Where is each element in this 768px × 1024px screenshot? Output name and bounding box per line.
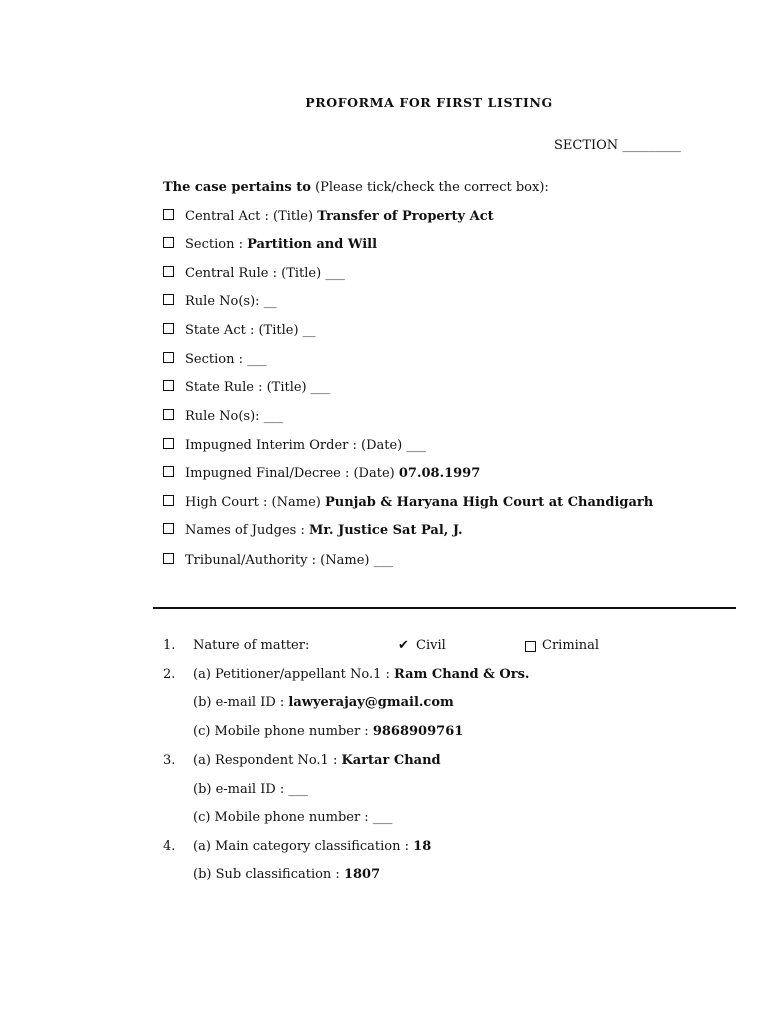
checklist-item[interactable] bbox=[163, 322, 316, 340]
petitioner-mobile-value: 9868909761 bbox=[372, 724, 464, 739]
checkbox[interactable] bbox=[163, 438, 174, 449]
section-field: SECTION _________ bbox=[554, 138, 681, 153]
checklist-label: Impugned Interim Order : (Date) ___ bbox=[185, 438, 426, 453]
checklist-label: Central Act : (Title) bbox=[185, 209, 318, 224]
main-category-row bbox=[0, 838, 768, 856]
checkbox[interactable] bbox=[163, 352, 174, 363]
page-title: PROFORMA FOR FIRST LISTING bbox=[305, 95, 553, 110]
checkbox[interactable] bbox=[163, 409, 174, 420]
intro-bold: The case pertains to bbox=[163, 180, 311, 195]
main-category-label: (a) Main category classification : bbox=[193, 839, 414, 854]
checklist-value: Partition and Will bbox=[247, 237, 378, 252]
petitioner-label: (a) Petitioner/appellant No.1 : bbox=[193, 667, 395, 682]
petitioner-value: Ram Chand & Ors. bbox=[394, 667, 530, 682]
checklist-label: Section : bbox=[185, 237, 248, 252]
checklist-label: Tribunal/Authority : (Name) ___ bbox=[185, 553, 394, 568]
petitioner-mobile-row bbox=[0, 723, 768, 741]
respondent-row bbox=[0, 752, 768, 770]
checklist-item[interactable] bbox=[163, 522, 463, 540]
checkbox[interactable] bbox=[163, 553, 174, 564]
checklist-label: Rule No(s): __ bbox=[185, 294, 277, 309]
checklist-item[interactable] bbox=[163, 293, 277, 311]
checklist-item[interactable] bbox=[163, 351, 267, 369]
checkbox[interactable] bbox=[163, 466, 174, 477]
checklist-label: State Rule : (Title) ___ bbox=[185, 380, 331, 395]
checklist-label: High Court : (Name) bbox=[185, 495, 325, 510]
checkbox[interactable] bbox=[163, 209, 174, 220]
checkbox[interactable] bbox=[163, 294, 174, 305]
checkbox[interactable] bbox=[163, 237, 174, 248]
checklist-label: Rule No(s): ___ bbox=[185, 409, 284, 424]
item-number: 2. bbox=[163, 667, 176, 682]
case-pertains-intro bbox=[163, 180, 549, 195]
checklist-item[interactable] bbox=[163, 552, 393, 570]
nature-of-matter-row bbox=[0, 637, 768, 655]
checklist-item[interactable] bbox=[163, 208, 494, 226]
checklist-item[interactable] bbox=[163, 494, 653, 512]
checklist-label: Section : ___ bbox=[185, 352, 267, 367]
respondent-mobile-row bbox=[0, 809, 768, 827]
checklist-item[interactable] bbox=[163, 379, 330, 397]
item-number: 3. bbox=[163, 753, 176, 768]
horizontal-divider bbox=[153, 607, 736, 609]
checklist-label: Impugned Final/Decree : (Date) bbox=[185, 466, 399, 481]
respondent-value: Kartar Chand bbox=[341, 753, 441, 768]
petitioner-email-value: lawyerajay@gmail.com bbox=[288, 695, 454, 710]
check-mark-icon[interactable]: ✔ bbox=[398, 638, 409, 653]
nature-label: Nature of matter: bbox=[193, 638, 310, 653]
sub-classification-label: (b) Sub classification : bbox=[193, 867, 344, 882]
criminal-option: Criminal bbox=[542, 638, 600, 653]
petitioner-mobile-label: (c) Mobile phone number : bbox=[193, 724, 373, 739]
respondent-email-label: (b) e-mail ID : ___ bbox=[193, 782, 308, 797]
checkbox[interactable] bbox=[163, 495, 174, 506]
sub-classification-row bbox=[0, 866, 768, 884]
item-number: 1. bbox=[163, 638, 176, 653]
checklist-value: Punjab & Haryana High Court at Chandigarh bbox=[324, 495, 654, 510]
main-category-value: 18 bbox=[413, 839, 432, 854]
checklist-value: Transfer of Property Act bbox=[317, 209, 494, 224]
petitioner-email-label: (b) e-mail ID : bbox=[193, 695, 289, 710]
checklist-value: 07.08.1997 bbox=[398, 466, 481, 481]
civil-option: Civil bbox=[416, 638, 446, 653]
checklist-value: Mr. Justice Sat Pal, J. bbox=[308, 523, 463, 538]
checklist-item[interactable] bbox=[163, 465, 480, 483]
checklist-item[interactable] bbox=[163, 236, 377, 254]
checkbox[interactable] bbox=[163, 323, 174, 334]
checklist-item[interactable] bbox=[163, 265, 345, 283]
checklist-label: Names of Judges : bbox=[185, 523, 309, 538]
petitioner-row bbox=[0, 666, 768, 684]
checkbox[interactable] bbox=[163, 266, 174, 277]
item-number: 4. bbox=[163, 839, 176, 854]
respondent-mobile-label: (c) Mobile phone number : ___ bbox=[193, 810, 393, 825]
checklist-label: Central Rule : (Title) ___ bbox=[185, 266, 345, 281]
petitioner-email-row bbox=[0, 694, 768, 712]
checkbox[interactable] bbox=[163, 380, 174, 391]
sub-classification-value: 1807 bbox=[343, 867, 381, 882]
checklist-item[interactable] bbox=[163, 408, 283, 426]
checkbox[interactable] bbox=[163, 523, 174, 534]
criminal-checkbox[interactable] bbox=[525, 641, 536, 652]
respondent-email-row bbox=[0, 781, 768, 799]
checklist-label: State Act : (Title) __ bbox=[185, 323, 316, 338]
checklist-item[interactable] bbox=[163, 437, 426, 455]
intro-rest: (Please tick/check the correct box): bbox=[310, 180, 549, 195]
respondent-label: (a) Respondent No.1 : bbox=[193, 753, 342, 768]
